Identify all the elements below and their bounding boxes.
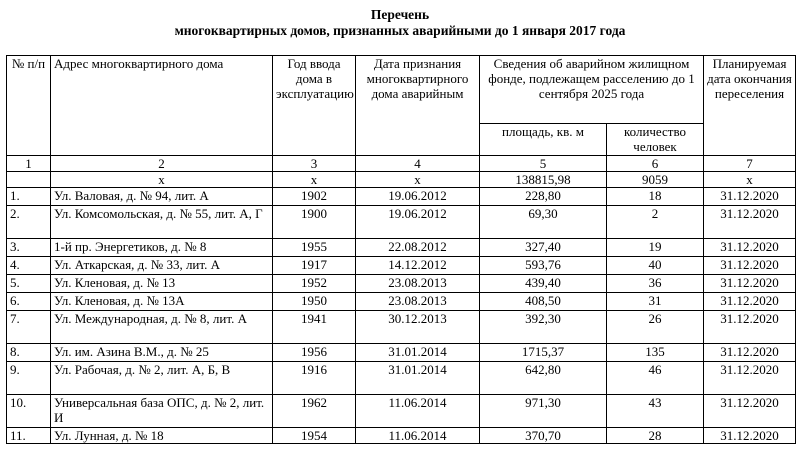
column-number: 5 xyxy=(480,156,607,172)
row-number: 1. xyxy=(7,188,51,206)
row-area: 228,80 xyxy=(480,188,607,206)
table-row xyxy=(7,344,796,362)
table-row xyxy=(7,362,796,395)
header-year: Год ввода дома в эксплуатацию xyxy=(273,56,356,156)
row-area: 408,50 xyxy=(480,293,607,311)
row-plan: 31.12.2020 xyxy=(704,362,796,395)
row-date: 23.08.2013 xyxy=(356,293,480,311)
row-address: Ул. им. Азина В.М., д. № 25 xyxy=(51,344,273,362)
row-people: 19 xyxy=(607,239,704,257)
row-number: 7. xyxy=(7,311,51,344)
row-area: 642,80 xyxy=(480,362,607,395)
row-year: 1916 xyxy=(273,362,356,395)
row-area: 327,40 xyxy=(480,239,607,257)
row-address: 1-й пр. Энергетиков, д. № 8 xyxy=(51,239,273,257)
document-title xyxy=(0,0,800,39)
row-year: 1956 xyxy=(273,344,356,362)
buildings-table xyxy=(6,55,796,444)
total-cell: x xyxy=(51,172,273,188)
row-address: Ул. Валовая, д. № 94, лит. А xyxy=(51,188,273,206)
row-people: 2 xyxy=(607,206,704,239)
header-num: № п/п xyxy=(7,56,51,156)
row-address: Ул. Комсомольская, д. № 55, лит. А, Г xyxy=(51,206,273,239)
row-date: 31.01.2014 xyxy=(356,344,480,362)
row-people: 135 xyxy=(607,344,704,362)
column-number: 6 xyxy=(607,156,704,172)
header-people: количество человек xyxy=(607,124,704,156)
total-cell: x xyxy=(356,172,480,188)
row-area: 593,76 xyxy=(480,257,607,275)
row-people: 26 xyxy=(607,311,704,344)
total-people: 9059 xyxy=(607,172,704,188)
row-date: 30.12.2013 xyxy=(356,311,480,344)
table-row xyxy=(7,428,796,444)
row-number: 6. xyxy=(7,293,51,311)
row-area: 439,40 xyxy=(480,275,607,293)
row-plan: 31.12.2020 xyxy=(704,206,796,239)
row-address: Ул. Аткарская, д. № 33, лит. А xyxy=(51,257,273,275)
row-number: 9. xyxy=(7,362,51,395)
column-number: 7 xyxy=(704,156,796,172)
row-people: 18 xyxy=(607,188,704,206)
row-date: 19.06.2012 xyxy=(356,188,480,206)
header-fund: Сведения об аварийном жилищном фонде, подлежащем расселению до 1 сентября 2025 года xyxy=(480,56,704,124)
table-row xyxy=(7,239,796,257)
row-area: 370,70 xyxy=(480,428,607,444)
row-plan: 31.12.2020 xyxy=(704,293,796,311)
row-date: 31.01.2014 xyxy=(356,362,480,395)
column-numbers-row xyxy=(7,156,796,172)
row-number: 3. xyxy=(7,239,51,257)
row-people: 28 xyxy=(607,428,704,444)
row-plan: 31.12.2020 xyxy=(704,311,796,344)
row-plan: 31.12.2020 xyxy=(704,188,796,206)
table-row xyxy=(7,293,796,311)
column-number: 3 xyxy=(273,156,356,172)
header-plan: Планируемая дата окончания переселения xyxy=(704,56,796,156)
row-plan: 31.12.2020 xyxy=(704,344,796,362)
row-people: 43 xyxy=(607,395,704,428)
column-number: 2 xyxy=(51,156,273,172)
row-plan: 31.12.2020 xyxy=(704,428,796,444)
row-people: 40 xyxy=(607,257,704,275)
row-date: 23.08.2013 xyxy=(356,275,480,293)
table-row xyxy=(7,395,796,428)
row-address: Ул. Кленовая, д. № 13 xyxy=(51,275,273,293)
row-year: 1950 xyxy=(273,293,356,311)
row-year: 1941 xyxy=(273,311,356,344)
table-row xyxy=(7,188,796,206)
row-plan: 31.12.2020 xyxy=(704,239,796,257)
row-number: 5. xyxy=(7,275,51,293)
row-number: 11. xyxy=(7,428,51,444)
total-row xyxy=(7,172,796,188)
row-address: Ул. Лунная, д. № 18 xyxy=(51,428,273,444)
row-date: 11.06.2014 xyxy=(356,395,480,428)
table-body xyxy=(7,156,796,444)
row-year: 1955 xyxy=(273,239,356,257)
row-date: 22.08.2012 xyxy=(356,239,480,257)
row-year: 1952 xyxy=(273,275,356,293)
row-year: 1900 xyxy=(273,206,356,239)
row-number: 8. xyxy=(7,344,51,362)
row-number: 2. xyxy=(7,206,51,239)
total-cell: x xyxy=(273,172,356,188)
row-year: 1954 xyxy=(273,428,356,444)
table-row xyxy=(7,257,796,275)
title-line-1: Перечень xyxy=(370,7,430,22)
row-area: 1715,37 xyxy=(480,344,607,362)
row-year: 1962 xyxy=(273,395,356,428)
column-number: 4 xyxy=(356,156,480,172)
row-date: 11.06.2014 xyxy=(356,428,480,444)
table-row xyxy=(7,275,796,293)
row-area: 971,30 xyxy=(480,395,607,428)
row-number: 4. xyxy=(7,257,51,275)
column-number: 1 xyxy=(7,156,51,172)
header-date: Дата признания многоквартирного дома аварийным xyxy=(356,56,480,156)
row-people: 31 xyxy=(607,293,704,311)
title-line-2: многоквартирных домов, признанных аварийными до 1 января 2017 года xyxy=(174,23,626,38)
row-plan: 31.12.2020 xyxy=(704,395,796,428)
table-row xyxy=(7,206,796,239)
header-address: Адрес многоквартирного дома xyxy=(51,56,273,156)
row-people: 46 xyxy=(607,362,704,395)
header-area: площадь, кв. м xyxy=(480,124,607,156)
row-area: 69,30 xyxy=(480,206,607,239)
row-plan: 31.12.2020 xyxy=(704,275,796,293)
row-address: Универсальная база ОПС, д. № 2, лит. И xyxy=(51,395,273,428)
table-row xyxy=(7,311,796,344)
row-plan: 31.12.2020 xyxy=(704,257,796,275)
row-date: 14.12.2012 xyxy=(356,257,480,275)
row-people: 36 xyxy=(607,275,704,293)
row-area: 392,30 xyxy=(480,311,607,344)
row-number: 10. xyxy=(7,395,51,428)
row-address: Ул. Кленовая, д. № 13А xyxy=(51,293,273,311)
total-area: 138815,98 xyxy=(480,172,607,188)
row-year: 1917 xyxy=(273,257,356,275)
total-cell: x xyxy=(704,172,796,188)
row-address: Ул. Рабочая, д. № 2, лит. А, Б, В xyxy=(51,362,273,395)
total-cell xyxy=(7,172,51,188)
row-year: 1902 xyxy=(273,188,356,206)
row-date: 19.06.2012 xyxy=(356,206,480,239)
row-address: Ул. Международная, д. № 8, лит. А xyxy=(51,311,273,344)
